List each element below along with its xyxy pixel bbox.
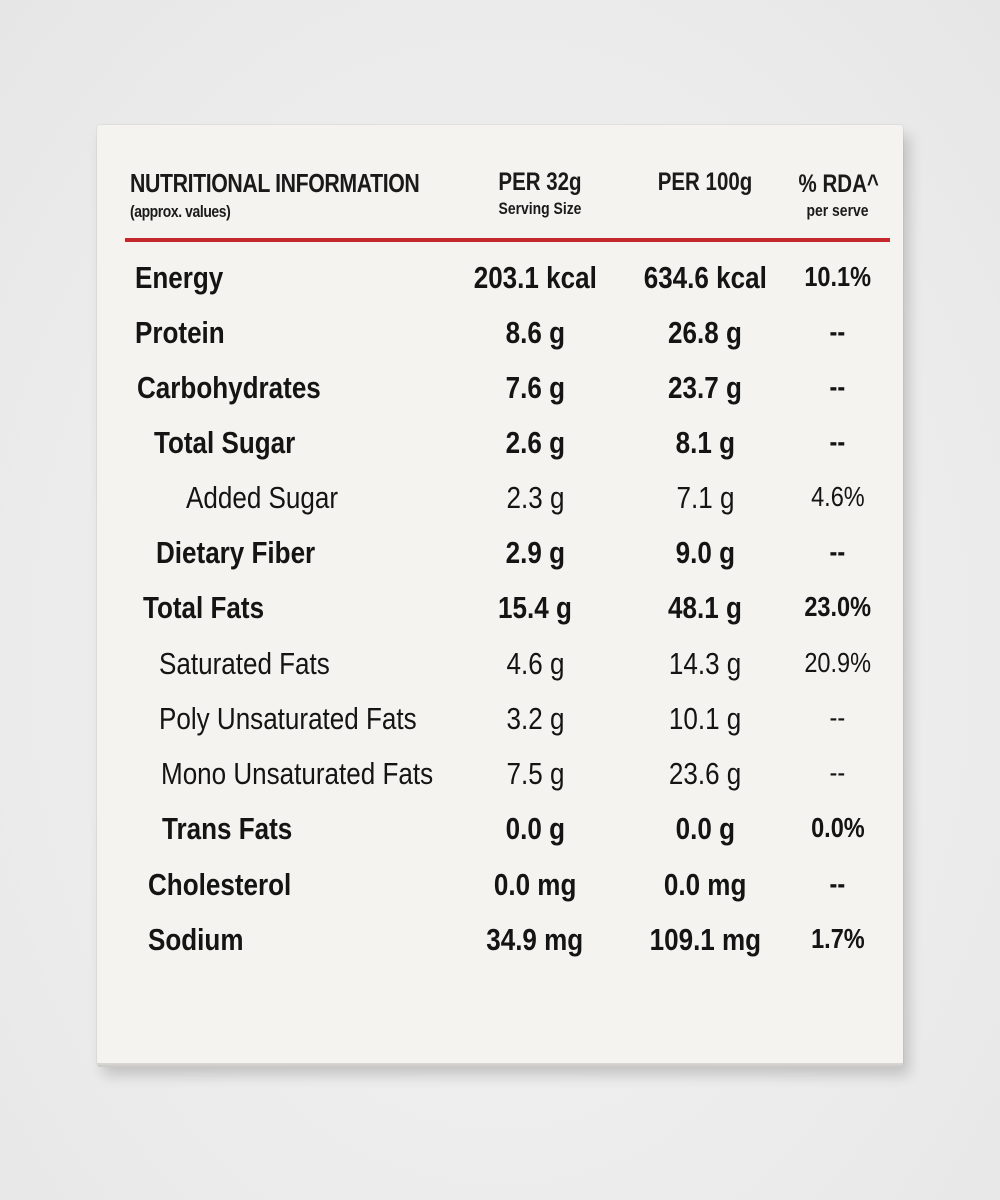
value-per-100g: 48.1 g [668,590,742,625]
table-row [0,252,1000,306]
value-per-100g: 109.1 mg [649,922,761,957]
nutrient-name: Cholesterol [148,867,292,902]
value-per-serving: 3.2 g [506,701,564,736]
value-per-100g-cell [630,425,780,461]
column-header-per-100g-label: PER 100g [657,168,753,196]
value-rda-cell [790,536,885,568]
panel-bottom-edge [97,1063,903,1067]
value-per-serving: 15.4 g [498,590,572,625]
value-per-serving: 203.1 kcal [473,260,597,295]
value-per-100g-cell [630,535,780,571]
nutrient-name: Poly Unsaturated Fats [159,701,417,736]
nutrient-name: Trans Fats [162,811,293,846]
value-per-serving-cell [455,922,615,958]
value-per-serving: 7.5 g [506,756,564,791]
value-per-100g: 0.0 mg [663,867,747,902]
nutrient-name: Total Fats [143,590,265,625]
value-rda: -- [829,371,846,402]
value-per-100g: 8.1 g [675,425,735,460]
value-per-serving-cell [455,370,615,406]
value-per-serving: 0.0 g [505,811,565,846]
value-rda-cell [790,868,885,900]
value-per-100g-cell [630,315,780,351]
table-row [0,417,1000,471]
value-per-100g: 14.3 g [668,646,742,681]
value-rda-cell [790,591,885,623]
value-per-100g-cell [630,701,780,737]
nutrient-name: Mono Unsaturated Fats [161,756,434,791]
nutrient-name: Total Sugar [154,425,296,460]
column-header-per-100g [630,168,780,197]
value-per-serving-cell [455,590,615,626]
value-rda-cell [790,757,885,789]
value-per-serving: 2.6 g [505,425,565,460]
value-per-serving-cell [455,535,615,571]
nutrient-name: Dietary Fiber [156,535,316,570]
value-rda: 23.0% [804,591,871,622]
value-rda-cell [790,316,885,348]
value-rda-cell [790,481,885,513]
value-per-100g-cell [630,370,780,406]
value-rda: 20.9% [804,647,871,678]
value-rda-cell [790,923,885,955]
nutrient-name: Energy [135,260,224,295]
value-per-serving: 0.0 mg [493,867,577,902]
table-row [0,638,1000,692]
value-rda: 0.0% [810,812,865,843]
value-per-serving: 4.6 g [506,646,564,681]
value-per-serving-cell [455,811,615,847]
value-per-serving-cell [455,867,615,903]
value-per-100g: 9.0 g [675,535,735,570]
nutrient-name: Saturated Fats [159,646,330,681]
value-per-serving: 8.6 g [505,315,565,350]
nutrient-name: Added Sugar [186,480,339,515]
value-per-100g-cell [630,260,780,296]
value-per-serving: 7.6 g [505,370,565,405]
nutrient-name: Sodium [148,922,244,957]
value-rda-cell [790,426,885,458]
column-header-rda-label: % RDA^ [798,170,879,198]
value-per-100g-cell [630,480,780,516]
table-row [0,472,1000,526]
value-per-serving-cell [455,425,615,461]
value-rda-cell [790,647,885,679]
value-rda: 10.1% [804,261,871,292]
table-row [0,693,1000,747]
value-per-100g: 0.0 g [675,811,735,846]
value-per-100g-cell [630,590,780,626]
table-row [0,803,1000,857]
column-header-rda [790,170,885,221]
nutrient-name: Carbohydrates [137,370,321,405]
value-per-serving-cell [455,480,615,516]
table-subtitle: (approx. values) [130,202,231,221]
value-rda: 1.7% [810,923,865,954]
value-rda: 4.6% [810,481,865,512]
value-per-serving-cell [455,260,615,296]
value-per-100g: 10.1 g [668,701,742,736]
table-row [0,307,1000,361]
value-per-serving: 2.3 g [506,480,564,515]
value-rda: -- [829,426,846,457]
value-rda: -- [829,536,846,567]
column-header-rda-sub: per serve [806,201,869,220]
table-row [0,748,1000,802]
value-per-100g: 23.6 g [668,756,742,791]
table-row [0,527,1000,581]
column-header-per-serving-sub: Serving Size [498,199,582,218]
table-row [0,859,1000,913]
table-row [0,362,1000,416]
value-per-100g-cell [630,867,780,903]
value-per-100g: 26.8 g [668,315,742,350]
value-rda-cell [790,371,885,403]
value-per-serving: 2.9 g [505,535,565,570]
table-title: NUTRITIONAL INFORMATION [130,168,420,198]
table-row [0,582,1000,636]
value-per-serving-cell [455,701,615,737]
value-per-serving-cell [455,646,615,682]
value-per-serving-cell [455,315,615,351]
value-rda-cell [790,702,885,734]
value-rda: -- [829,702,846,733]
value-rda: -- [829,868,846,899]
nutrient-name: Protein [135,315,225,350]
column-header-per-serving [460,168,620,219]
value-rda: -- [829,316,846,347]
value-per-100g-cell [630,756,780,792]
value-rda: -- [829,757,846,788]
table-row [0,914,1000,968]
value-per-100g-cell [630,811,780,847]
column-header-per-serving-label: PER 32g [498,168,582,196]
header-divider [125,238,890,242]
value-per-100g-cell [630,922,780,958]
value-per-100g: 634.6 kcal [643,260,767,295]
value-per-serving-cell [455,756,615,792]
value-rda-cell [790,261,885,293]
value-rda-cell [790,812,885,844]
value-per-serving: 34.9 mg [486,922,584,957]
value-per-100g: 7.1 g [676,480,734,515]
value-per-100g: 23.7 g [668,370,742,405]
value-per-100g-cell [630,646,780,682]
